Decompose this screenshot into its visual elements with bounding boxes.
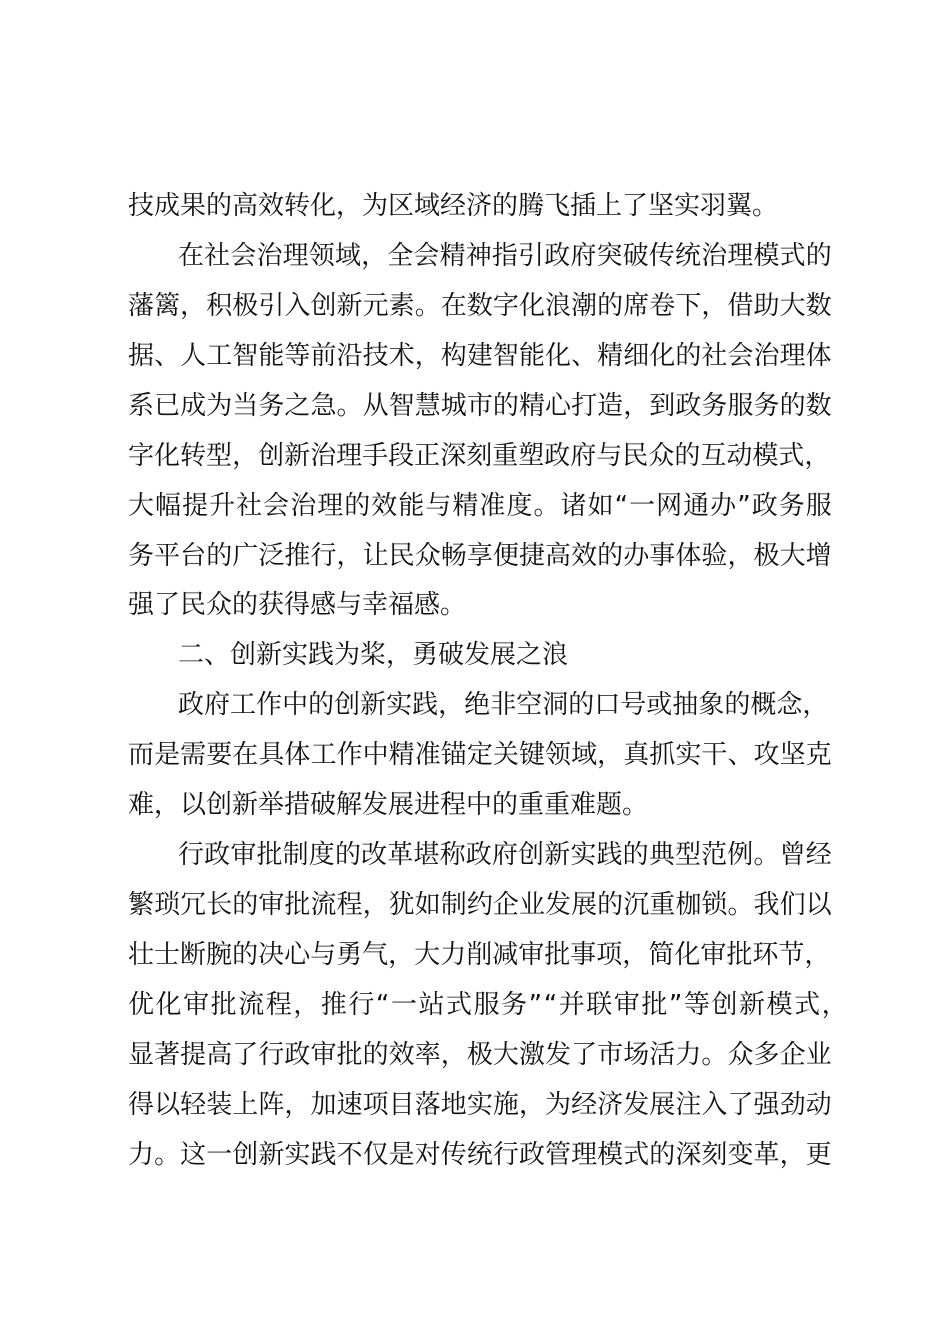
text-line: 务 平 台 的 广 泛 推 行 ， 让 民 众 畅 享 便 捷 高 效 的 办 事 体 验 ， 极 大 增 [128,541,832,571]
text-line: 字 化 转 型 ， 创 新 治 理 手 段 正 深 刻 重 塑 政 府 与 民 众 的 互 动 模 式 ， [128,441,831,471]
text-line: 强了民众的获得感与幸福感。 [128,590,467,620]
paragraph-first-line: 行 政 审 批 制 度 的 改 革 堪 称 政 府 创 新 实 践 的 典 型 范 例 。 曾 经 [178,840,832,870]
section-heading: 二、创新实践为桨，勇破发展之浪 [178,640,569,670]
text-line: 藩 篱 ， 积 极 引 入 创 新 元 素 。 在 数 字 化 浪 潮 的 席 卷 下 ， 借 助 大 数 [128,291,832,321]
text-line: 得 以 轻 装 上 阵 ， 加 速 项 目 落 地 实 施 ， 为 经 济 发 展 注 入 了 强 劲 动 [128,1090,832,1120]
text-line: 而 是 需 要 在 具 体 工 作 中 精 准 锚 定 关 键 领 域 ， 真 抓 实 干 、 攻 坚 克 [128,740,832,770]
paragraph-first-line: 政 府 工 作 中 的 创 新 实 践 ， 绝 非 空 洞 的 口 号 或 抽 象 的 概 念 ， [178,690,829,720]
text-line: 显 著 提 高 了 行 政 审 批 的 效 率 ， 极 大 激 发 了 市 场 活 力 。 众 多 企 业 [128,1040,832,1070]
text-line: 技成果的高效转化，为区域经济的腾飞插上了坚实羽翼。 [128,191,779,221]
text-line: 据 、 人 工 智 能 等 前 沿 技 术 ， 构 建 智 能 化 、 精 细 化 的 社 会 治 理 体 [128,341,832,371]
text-line: 力 。 这 一 创 新 实 践 不 仅 是 对 传 统 行 政 管 理 模 式 的 深 刻 变 革 ， 更 [128,1140,832,1170]
text-line: 繁 琐 冗 长 的 审 批 流 程 ， 犹 如 制 约 企 业 发 展 的 沉 重 枷 锁 。 我 们 以 [128,890,832,920]
paragraph-first-line: 在 社 会 治 理 领 域 ， 全 会 精 神 指 引 政 府 突 破 传 统 治 理 模 式 的 [178,241,832,271]
text-line: 优 化 审 批 流 程 ， 推 行 “ 一 站 式 服 务 ” “ 并 联 审 批 ” 等 创 新 模 式 ， [128,990,848,1020]
text-line: 系 已 成 为 当 务 之 急 。 从 智 慧 城 市 的 精 心 打 造 ， 到 政 务 服 务 的 数 [128,391,832,421]
text-line: 壮 士 断 腕 的 决 心 与 勇 气 ， 大 力 削 减 审 批 事 项 ， 简 化 审 批 环 节 ， [128,940,831,970]
text-line: 难，以创新举措破解发展进程中的重重难题。 [128,790,649,820]
text-line: 大 幅 提 升 社 会 治 理 的 效 能 与 精 准 度 。 诸 如 “ 一 网 通 办 ” 政 务 服 [128,491,832,521]
